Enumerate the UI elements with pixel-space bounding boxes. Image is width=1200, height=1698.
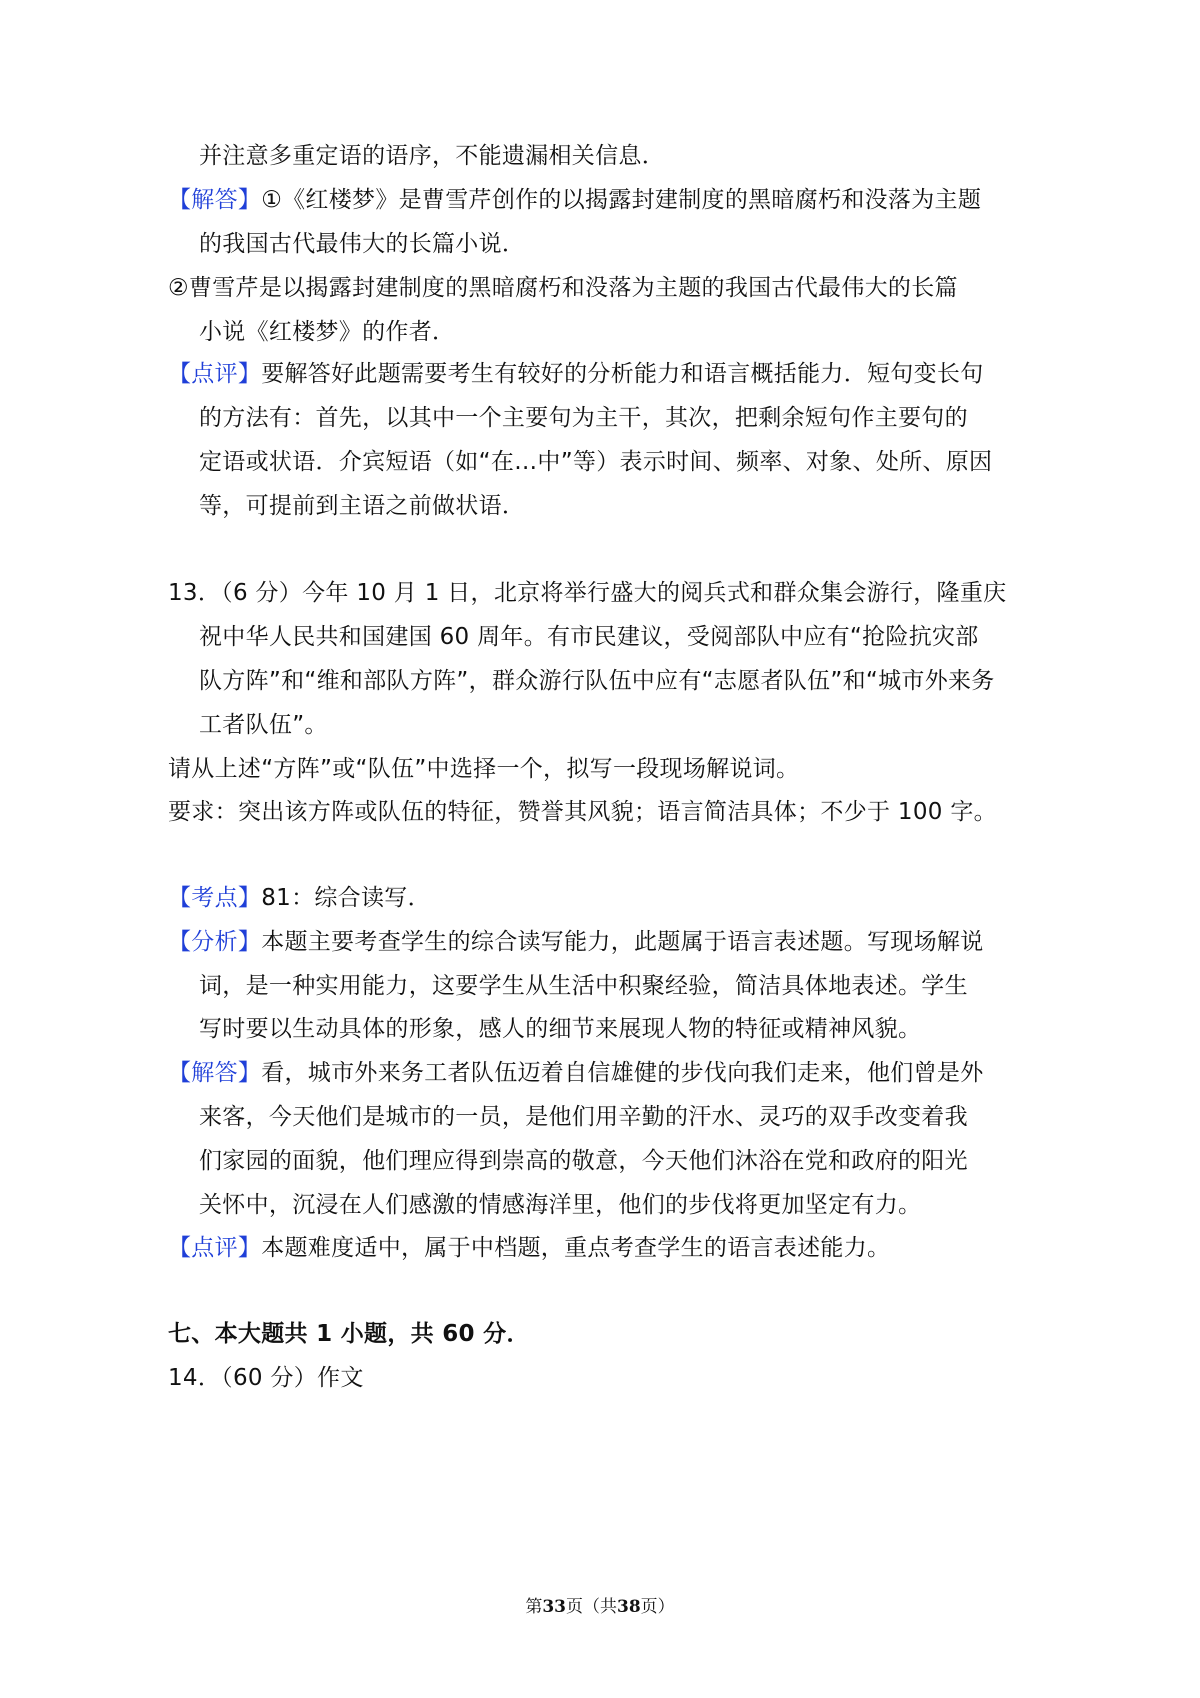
review-12-line-3: 定语或状语．介宾短语（如“在…中”等）表示时间、频率、对象、处所、原因 xyxy=(199,449,993,475)
answer-12-line-2: 的我国古代最伟大的长篇小说． xyxy=(199,231,526,257)
jieda-tag: 【解答】 xyxy=(168,1060,262,1086)
question-13-line-2: 祝中华人民共和国建国 60 周年。有市民建议，受阅部队中应有“抢险抗灾部 xyxy=(199,624,979,650)
answer-12-line-4: 小说《红楼梦》的作者． xyxy=(199,319,456,345)
question-13-line-3: 队方阵”和“维和部队方阵”，群众游行队伍中应有“志愿者队伍”和“城市外来务 xyxy=(199,668,995,694)
review-12-line-1: 【点评】要解答好此题需要考生有较好的分析能力和语言概括能力．短句变长句 xyxy=(168,361,984,387)
fenxi-13-line-2: 词，是一种实用能力，这要学生从生活中积聚经验，简洁具体地表述。学生 xyxy=(199,973,968,999)
total-page-number: 38 xyxy=(617,1597,641,1617)
kaodian-13: 【考点】81：综合读写． xyxy=(168,885,431,911)
jieda-13-line-1: 【解答】看，城市外来务工者队伍迈着自信雄健的步伐向我们走来，他们曾是外 xyxy=(168,1060,984,1086)
analysis-continuation: 并注意多重定语的语序，不能遗漏相关信息． xyxy=(199,143,665,169)
fenxi-tag: 【分析】 xyxy=(168,929,262,955)
jieda-13-line-2: 来客，今天他们是城市的一员，是他们用辛勤的汗水、灵巧的双手改变着我 xyxy=(199,1104,968,1130)
review-tag: 【点评】 xyxy=(168,361,262,387)
question-13-line-4: 工者队伍”。 xyxy=(199,712,328,738)
dianping-13: 【点评】本题难度适中，属于中档题，重点考查学生的语言表述能力。 xyxy=(168,1235,891,1261)
jieda-13-line-4: 关怀中，沉浸在人们感激的情感海洋里，他们的步伐将更加坚定有力。 xyxy=(199,1192,922,1218)
fenxi-13-line-3: 写时要以生动具体的形象，感人的细节来展现人物的特征或精神风貌。 xyxy=(199,1016,922,1042)
answer-tag: 【解答】 xyxy=(168,187,262,213)
kaodian-tag: 【考点】 xyxy=(168,885,262,911)
jieda-13-line-3: 们家园的面貌，他们理应得到崇高的敬意，今天他们沐浴在党和政府的阳光 xyxy=(199,1148,968,1174)
fenxi-13-line-1: 【分析】本题主要考查学生的综合读写能力，此题属于语言表述题。写现场解说 xyxy=(168,929,984,955)
review-12-line-4: 等，可提前到主语之前做状语． xyxy=(199,493,526,519)
question-13-instruction: 请从上述“方阵”或“队伍”中选择一个，拟写一段现场解说词。 xyxy=(168,756,800,782)
section-7-heading: 七、本大题共 1 小题，共 60 分． xyxy=(168,1321,530,1347)
dianping-tag: 【点评】 xyxy=(168,1235,262,1261)
answer-12-line-1: 【解答】①《红楼梦》是曹雪芹创作的以揭露封建制度的黑暗腐朽和没落为主题 xyxy=(168,187,982,213)
page-footer: 第33页（共38页） xyxy=(525,1597,675,1617)
question-14: 14．（60 分）作文 xyxy=(168,1365,364,1391)
question-13-line-1: 13．（6 分）今年 10 月 1 日，北京将举行盛大的阅兵式和群众集会游行，隆重庆 xyxy=(168,580,1007,606)
current-page-number: 33 xyxy=(542,1597,566,1617)
answer-12-line-3: ②曹雪芹是以揭露封建制度的黑暗腐朽和没落为主题的我国古代最伟大的长篇 xyxy=(168,275,958,301)
review-12-line-2: 的方法有：首先，以其中一个主要句为主干，其次，把剩余短句作主要句的 xyxy=(199,405,968,431)
question-13-requirement: 要求：突出该方阵或队伍的特征，赞誉其风貌；语言简洁具体；不少于 100 字。 xyxy=(168,799,997,825)
